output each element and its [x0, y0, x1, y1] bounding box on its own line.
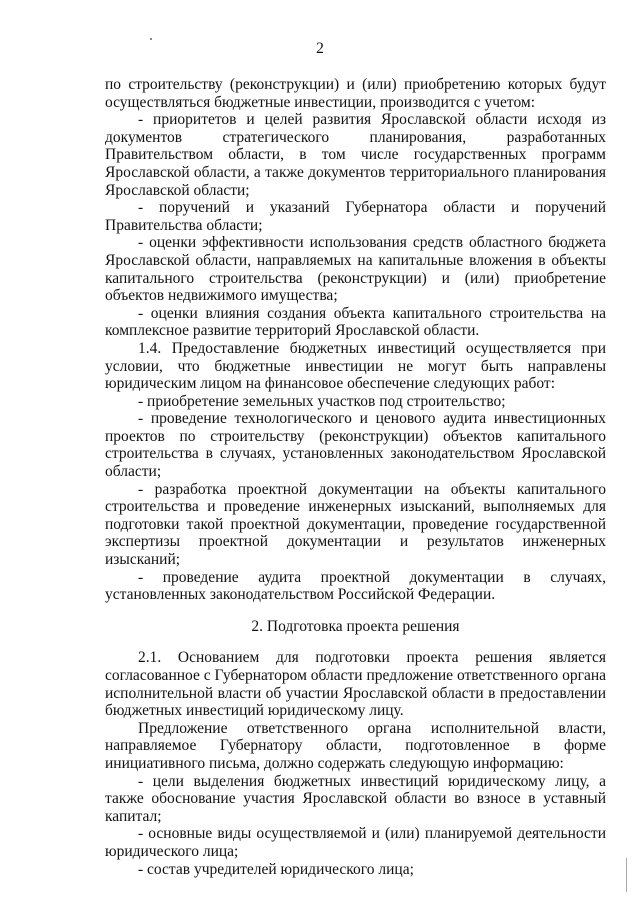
list-item: - поручений и указаний Губернатора области и поручений Правительства области;: [105, 199, 606, 234]
clause-2-1: 2.1. Основанием для подготовки проекта решения является согласованное с Губернатором области предложение ответственного органа исполнительной власти об участии Ярославской области в предоставлении бюджетных инвестиций юридическому лицу.: [105, 649, 606, 720]
list-item: - приоритетов и целей развития Ярославской области исходя из документов стратегического планирования, разработанных Правительством области, в том числе государственных программ Ярославской области, а также документов территориального планирования Ярославской области;: [105, 111, 606, 199]
clause-1-4: 1.4. Предоставление бюджетных инвестиций осуществляется при условии, что бюджетные инвестиции не могут быть направлены юридическим лицом на финансовое обеспечение следующих работ:: [105, 339, 606, 393]
list-item: - цели выделения бюджетных инвестиций юридическому лицу, а также обоснование участия Ярославской области во взносе в уставный капитал;: [105, 772, 606, 825]
list-item: - приобретение земельных участков под строительство;: [138, 392, 506, 410]
list-item: - оценки влияния создания объекта капитального строительства на комплексное развитие территорий Ярославской области.: [105, 304, 606, 340]
paragraph: по строительству (реконструкции) и (или) приобретению которых будут осуществляться бюджетные инвестиции, производится с учетом:: [105, 76, 606, 111]
page-number: 2: [316, 40, 324, 57]
list-item: - проведение технологического и ценового аудита инвестиционных проектов по строительству (реконструкции) объектов капитального строительства в случаях, установленных законодательством Ярославской области;: [105, 410, 606, 481]
list-item: - оценки эффективности использования средств областного бюджета Ярославской области, направляемых на капитальные вложения в объекты капитального строительства (реконструкции) и (или) приобретение объектов недвижимого имущества;: [105, 234, 606, 305]
scan-edge-mark: [626, 858, 627, 892]
document-body: [105, 76, 606, 878]
list-item: - разработка проектной документации на объекты капитального строительства и проведение инженерных изысканий, выполняемых для подготовки такой проектной документации, проведение государственной экспертизы проектной документации и результатов инженерных изысканий;: [105, 480, 606, 569]
list-item: - основные виды осуществляемой и (или) планируемой деятельности юридического лица;: [105, 825, 606, 860]
list-item: - проведение аудита проектной документации в случаях, установленных законодательством Российской Федерации.: [105, 568, 606, 604]
section-heading: 2. Подготовка проекта решения: [251, 617, 460, 635]
list-item: - состав учредителей юридического лица;: [138, 860, 414, 878]
scan-speck: [150, 38, 152, 40]
paragraph: Предложение ответственного органа исполнительной власти, направляемое Губернатору области, подготовленное в форме инициативного письма, должно содержать следующую информацию:: [105, 719, 606, 772]
